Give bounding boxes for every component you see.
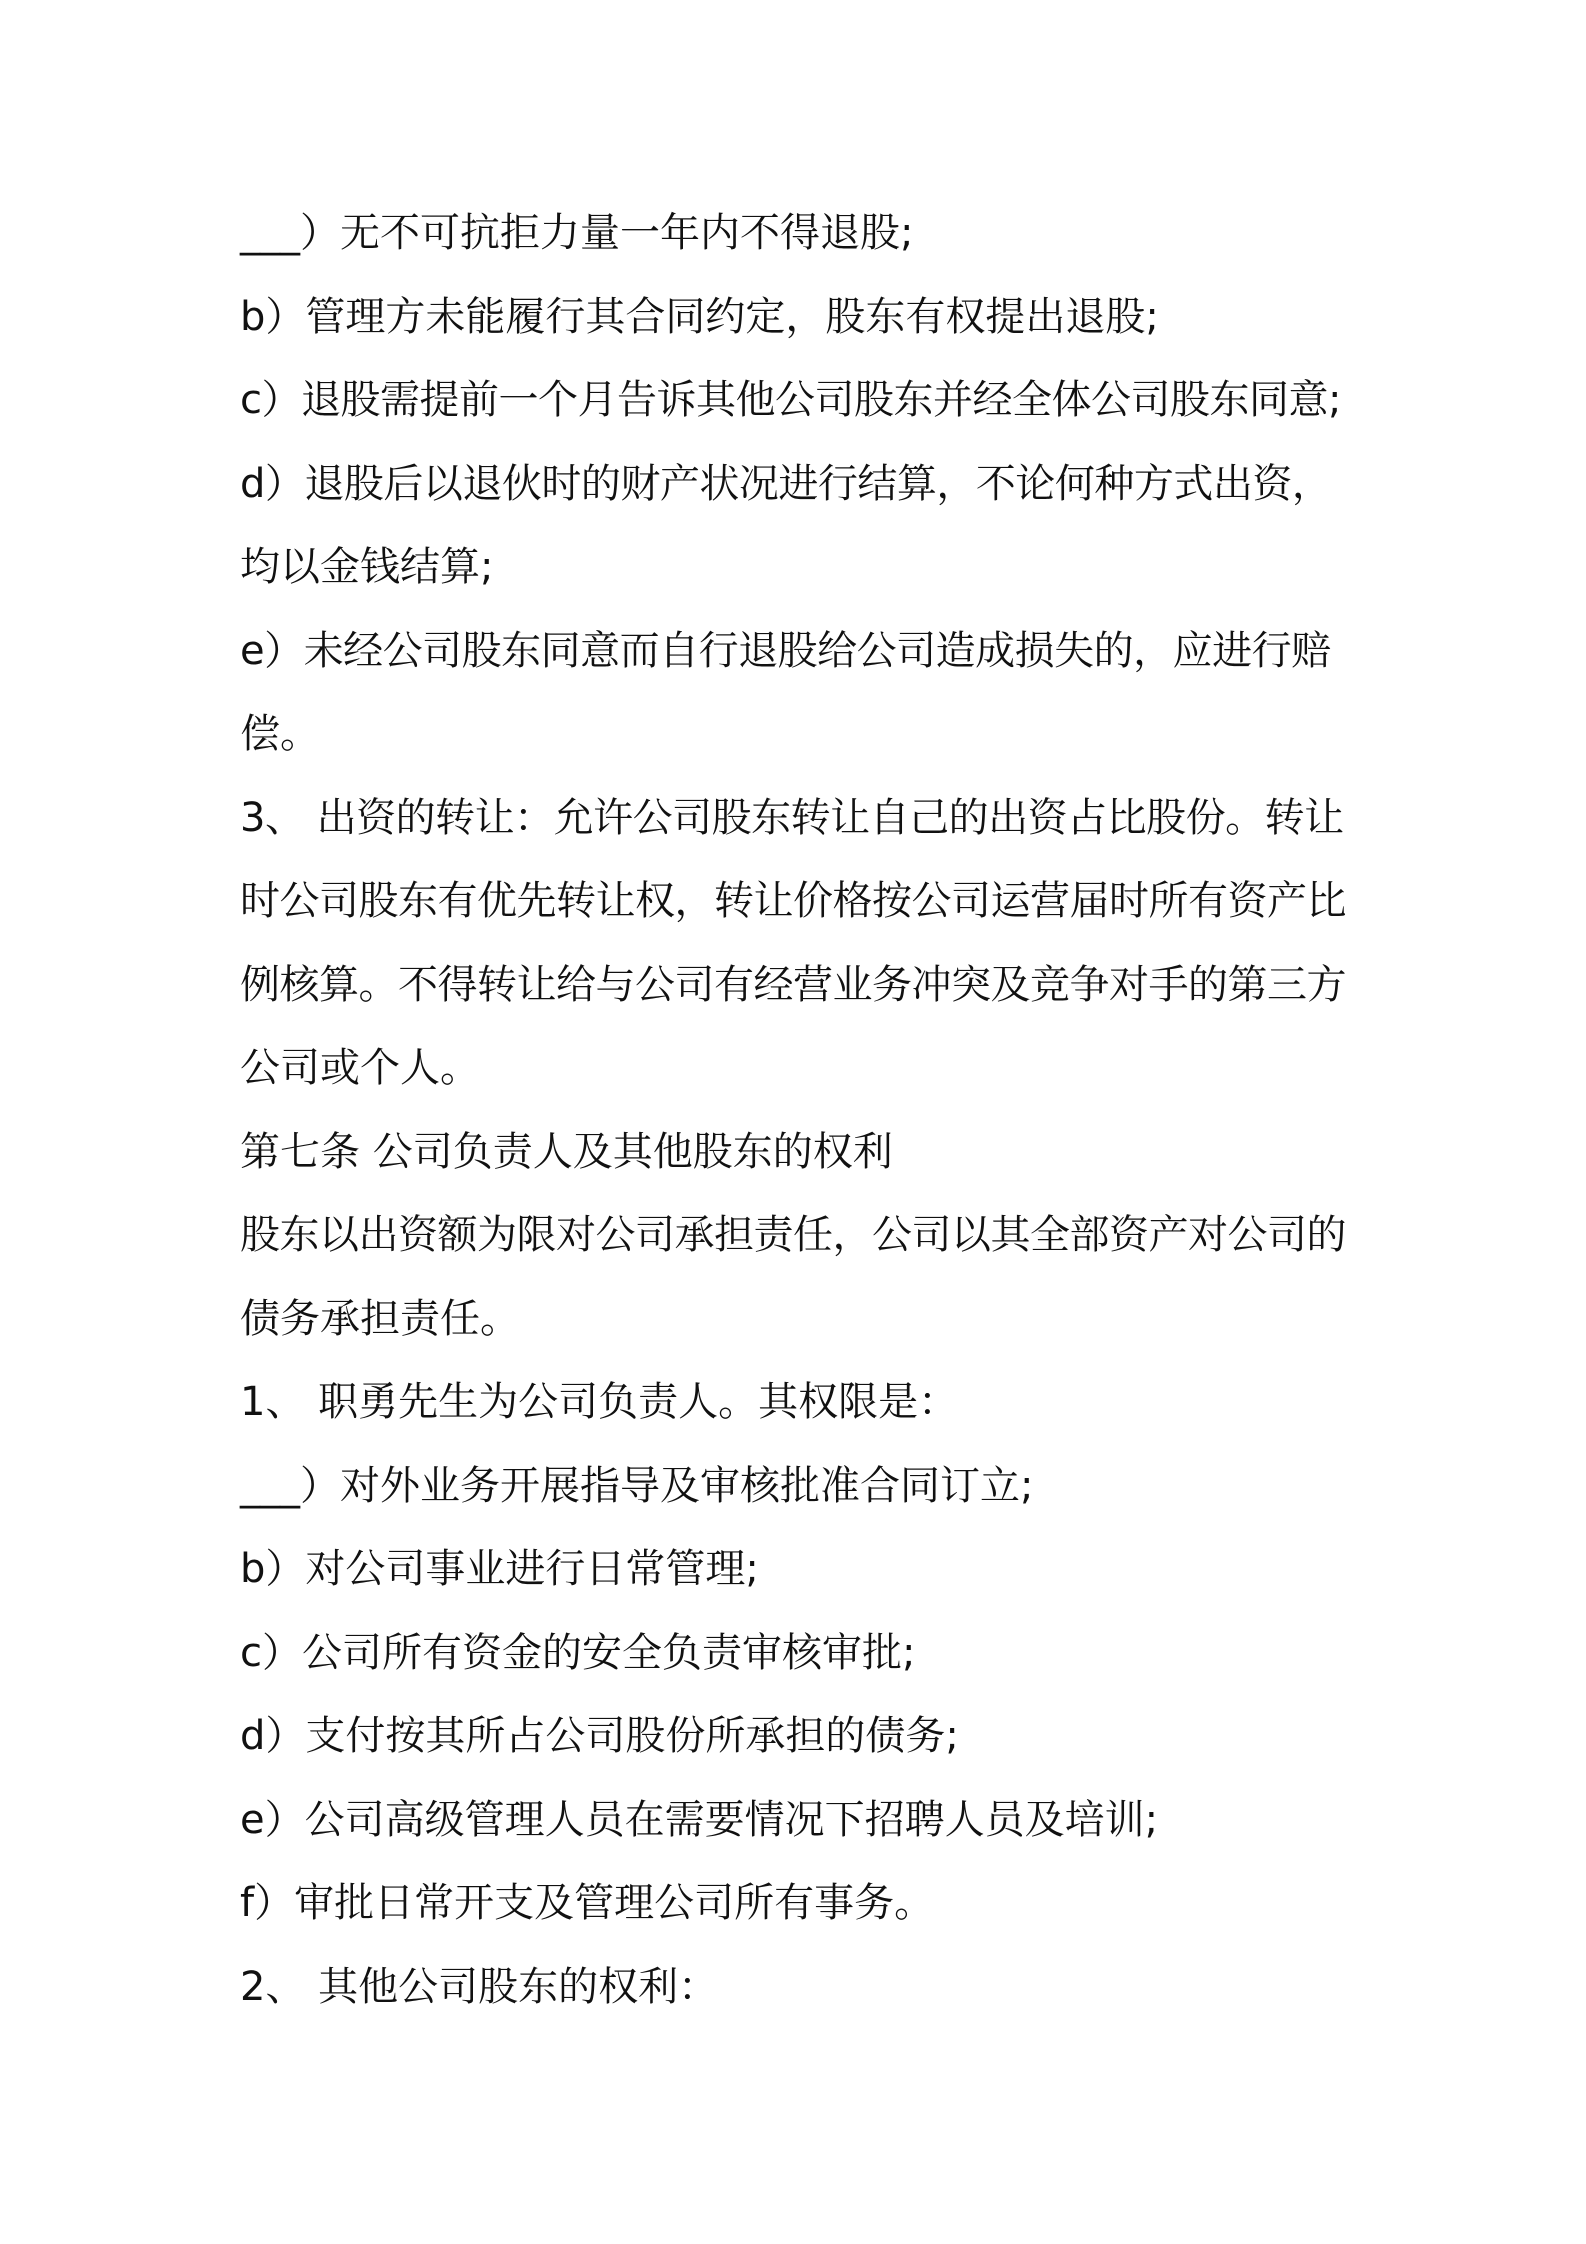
responsible-person-line: 1、 职勇先生为公司负责人。其权限是： [240,1379,959,1425]
transfer-line-1: 3、 出资的转让：允许公司股东转让自己的出资占比股份。转让 [240,794,1344,841]
authority-item-f: f）审批日常开支及管理公司所有事务。 [240,1880,935,1926]
document-body [240,192,1360,2029]
authority-item-c: c）公司所有资金的安全负责审核审批; [240,1629,916,1676]
clause-line-7: 偿。 [240,711,320,757]
authority-item-a: ___）对外业务开展指导及审核批准合同订立; [240,1462,1034,1509]
authority-item-e: e）公司高级管理人员在需要情况下招聘人员及培训; [240,1796,1159,1843]
clause-line-3: c）退股需提前一个月告诉其他公司股东并经全体公司股东同意; [240,377,1341,423]
authority-item-b: b）对公司事业进行日常管理; [240,1546,759,1592]
authority-item-d: d）支付按其所占公司股份所承担的债务; [240,1713,959,1759]
liability-line-1: 股东以出资额为限对公司承担责任，公司以其全部资产对公司的 [240,1212,1346,1258]
clause-line-6: e）未经公司股东同意而自行退股给公司造成损失的，应进行赔 [240,627,1331,674]
clause-line-5: 均以金钱结算; [240,544,494,590]
transfer-line-2: 时公司股东有优先转让权，转让价格按公司运营届时所有资产比 [240,878,1346,924]
clause-line-4: d）退股后以退伙时的财产状况进行结算，不论何种方式出资， [240,460,1332,507]
clause-line-1: ___）无不可抗拒力量一年内不得退股; [240,210,914,256]
clause-line-2: b）管理方未能履行其合同约定，股东有权提出退股; [240,293,1159,340]
liability-line-2: 债务承担责任。 [240,1295,520,1342]
article-heading: 第七条 公司负责人及其他股东的权利 [240,1128,893,1175]
transfer-line-4: 公司或个人。 [240,1045,480,1091]
other-shareholders-heading: 2、 其他公司股东的权利： [240,1963,719,2010]
transfer-line-3: 例核算。不得转让给与公司有经营业务冲突及竞争对手的第三方 [240,961,1346,1008]
